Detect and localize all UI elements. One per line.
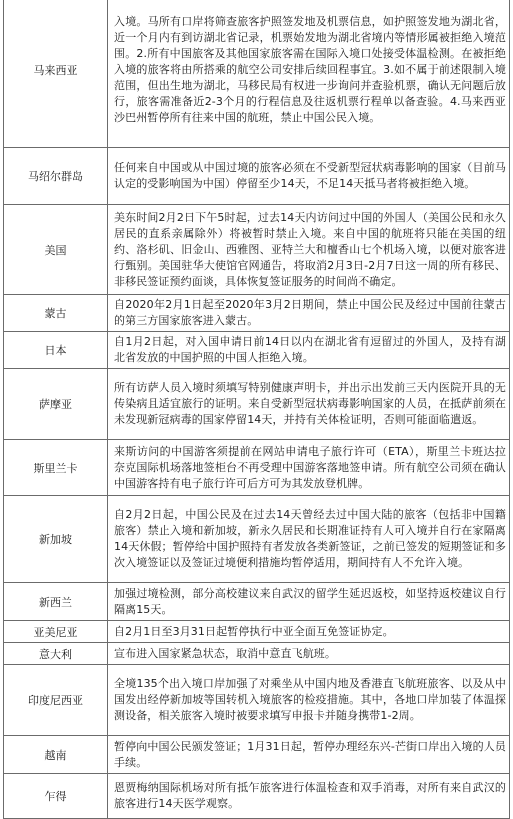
entry-restriction-table bbox=[3, 0, 510, 819]
table-row bbox=[4, 665, 510, 736]
policy-cell: 宣布进入国家紧急状态，取消中意直飞航班。 bbox=[108, 643, 510, 665]
country-cell: 越南 bbox=[4, 736, 108, 774]
policy-cell: 入境。马所有口岸将筛查旅客护照签发地及机票信息，如护照签发地为湖北省，近一个月内有到访湖北省记录，机票始发地为湖北省境内等情形属被拒绝入境范围。2.所有中国旅客及其他国家旅客需在国际入境口处接受体温检测。在被拒绝入境的旅客将由所搭乘的航空公司安排后续回程事宜。3.如不属于前述限制入境范围，但出生地为湖北，马移民局有权进一步询问并查验机票，确认无问题后放行，旅客需准备近2-3个月的行程信息及往返机票行程单以备查验。4.马来西亚沙巴州暂停所有往来中国的航班，禁止中国公民入境。 bbox=[108, 0, 510, 148]
table-row bbox=[4, 643, 510, 665]
table-row bbox=[4, 621, 510, 643]
country-cell: 萨摩亚 bbox=[4, 369, 108, 440]
country-cell: 马来西亚 bbox=[4, 0, 108, 148]
policy-cell: 自2020年2月1日起至2020年3月2日期间，禁止中国公民及经过中国前往蒙古的第三方国家旅客进入蒙古。 bbox=[108, 295, 510, 332]
table-row bbox=[4, 736, 510, 774]
country-cell: 乍得 bbox=[4, 774, 108, 819]
country-cell: 马绍尔群岛 bbox=[4, 148, 108, 205]
country-cell: 美国 bbox=[4, 205, 108, 295]
country-cell: 新西兰 bbox=[4, 583, 108, 621]
policy-cell: 全境135个出入境口岸加强了对乘坐从中国内地及香港直飞航班旅客、以及从中国发出经停新加坡等国转机入境旅客的检疫措施。其中，各地口岸加装了体温探测设备，相关旅客入境时被要求填写申报卡并随身携带1-2周。 bbox=[108, 665, 510, 736]
policy-cell: 加强过境检测，部分高校建议来自武汉的留学生延迟返校，如坚持返校建议自行隔离15天。 bbox=[108, 583, 510, 621]
table-row bbox=[4, 774, 510, 819]
table-row bbox=[4, 148, 510, 205]
policy-cell: 恩贾梅纳国际机场对所有抵乍旅客进行体温检查和双手消毒，对所有来自武汉的旅客进行14天医学观察。 bbox=[108, 774, 510, 819]
policy-cell: 暂停向中国公民颁发签证；1月31日起，暂停办理经东兴-芒街口岸出入境的人员手续。 bbox=[108, 736, 510, 774]
policy-cell: 自1月2日起，对入国申请日前14日以内在湖北省有逗留过的外国人，及持有湖北省发放的中国护照的中国人拒绝入境。 bbox=[108, 332, 510, 369]
country-cell: 斯里兰卡 bbox=[4, 440, 108, 496]
table-row bbox=[4, 295, 510, 332]
country-cell: 蒙古 bbox=[4, 295, 108, 332]
policy-cell: 自2月1日至3月31日起暂停执行中亚全面互免签证协定。 bbox=[108, 621, 510, 643]
table-row bbox=[4, 496, 510, 583]
country-cell: 新加坡 bbox=[4, 496, 108, 583]
policy-cell: 所有访萨人员入境时须填写特别健康声明卡，并出示出发前三天内医院开具的无传染病且适宜旅行的证明。来自受新型冠状病毒影响国家的人员，在抵萨前须在未发现新冠病毒的国家停留14天，并持有关体检证明，否则可能面临遣返。 bbox=[108, 369, 510, 440]
country-cell: 亚美尼亚 bbox=[4, 621, 108, 643]
table-row bbox=[4, 0, 510, 148]
table-row bbox=[4, 332, 510, 369]
country-cell: 日本 bbox=[4, 332, 108, 369]
policy-cell: 自2月2日起，中国公民及在过去14天曾经去过中国大陆的旅客（包括非中国籍旅客）禁止入境和新加坡，新永久居民和长期准证持有人可入境并自行在家隔离14天休假；暂停给中国护照持有者发放各类新签证，之前已签发的短期签证和多次入境签证以及签证过境便利措施均暂停适用，期间持有人不允许入境。 bbox=[108, 496, 510, 583]
policy-cell: 来斯访问的中国游客须提前在网站申请电子旅行许可（ETA），斯里兰卡班达拉奈克国际机场落地签柜台不再受理中国游客落地签申请。所有航空公司须在确认中国游客持有电子旅行许可后方可为其发放登机牌。 bbox=[108, 440, 510, 496]
table-row bbox=[4, 205, 510, 295]
policy-cell: 任何来自中国或从中国过境的旅客必须在不受新型冠状病毒影响的国家（目前马认定的受影响国为中国）停留至少14天，不足14天抵马者将被拒绝入境。 bbox=[108, 148, 510, 205]
policy-cell: 美东时间2月2日下午5时起，过去14天内访问过中国的外国人（美国公民和永久居民的直系亲属除外）将被暂时禁止入境。来自中国的航班将只能在美国的纽约、洛杉矶、旧金山、西雅图、亚特兰大和檀香山七个机场入境，以便对旅客进行甄别。美国驻华大使馆官网通告，将取消2月3日-2月7日这一周的所有移民、非移民签证预约面谈，具体恢复签证服务的时间尚不确定。 bbox=[108, 205, 510, 295]
table-row bbox=[4, 369, 510, 440]
country-cell: 印度尼西亚 bbox=[4, 665, 108, 736]
table-row bbox=[4, 440, 510, 496]
table-row bbox=[4, 583, 510, 621]
country-cell: 意大利 bbox=[4, 643, 108, 665]
